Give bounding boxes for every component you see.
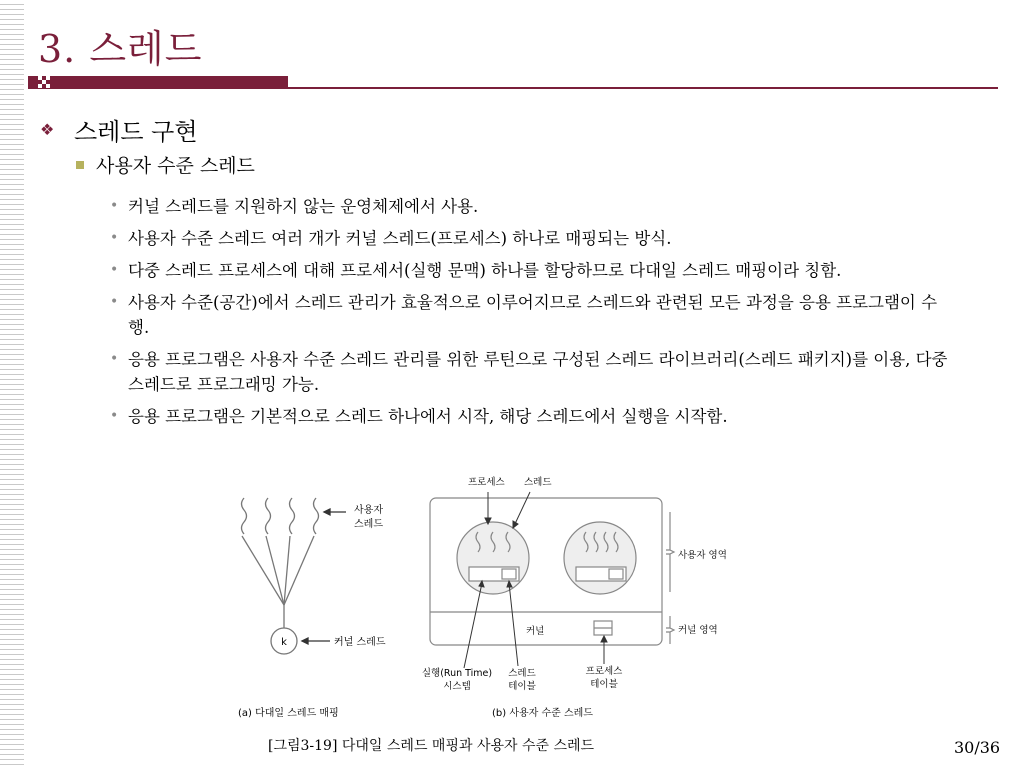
arrow-head <box>302 638 308 644</box>
user-thread-squiggle <box>314 498 319 534</box>
user-thread-squiggle <box>290 498 295 534</box>
user-thread-label: 스레드 <box>354 519 383 530</box>
bullet-item: • 커널 스레드를 지원하지 않는 운영체제에서 사용. <box>108 194 958 219</box>
process-label: 프로세스 <box>468 477 505 488</box>
arrow-line <box>464 583 482 668</box>
kernel-thread-label: 커널 스레드 <box>334 637 386 648</box>
four-diamond-bullet-icon: ❖ <box>40 120 55 139</box>
page-number: 30/36 <box>954 738 1001 757</box>
figure-caption: [그림3-19] 다대일 스레드 매핑과 사용자 수준 스레드 <box>268 738 595 754</box>
thread-table-label: 테이블 <box>508 681 536 692</box>
arrow-head <box>324 509 330 515</box>
user-area-brace <box>666 512 674 592</box>
checker-icon <box>38 76 51 89</box>
user-area-label: 사용자 영역 <box>678 550 727 561</box>
mapping-line <box>266 536 284 605</box>
kernel-area-brace <box>666 616 674 644</box>
arrow-head <box>601 636 607 642</box>
slide-title: 3. 스레드 <box>38 27 203 71</box>
user-thread-squiggle <box>266 498 271 534</box>
arrow-line <box>514 492 530 526</box>
process-circle <box>564 522 636 594</box>
process-table-label: 프로세스 <box>585 666 623 677</box>
subheading-row <box>76 151 255 178</box>
kernel-label: 커널 <box>526 626 545 637</box>
heading-text: 스레드 구현 <box>74 118 198 146</box>
title-underline-line <box>288 87 998 89</box>
bullet-item: • 사용자 수준 스레드 여러 개가 커널 스레드(프로세스) 하나로 매핑되는 방식. <box>108 226 958 251</box>
runtime-label: 실행(Run Time) <box>421 668 493 679</box>
bullet-item: • 사용자 수준(공간)에서 스레드 관리가 효율적으로 이루어지므로 스레드와 관련된 모든 과정을 응용 프로그램이 수행. <box>108 290 958 340</box>
mapping-line <box>242 536 284 605</box>
bullet-list <box>108 194 958 436</box>
subheading-text: 사용자 수준 스레드 <box>96 155 255 177</box>
title-underline-bar <box>28 76 288 89</box>
kernel-area-label: 커널 영역 <box>678 625 718 636</box>
subcaption-b: (b) 사용자 수준 스레드 <box>492 708 593 719</box>
user-thread-label: 사용자 <box>354 505 383 516</box>
many-to-one-diagram <box>242 498 347 654</box>
user-level-thread-diagram <box>430 498 674 645</box>
subcaption-a: (a) 다대일 스레드 매핑 <box>238 708 339 719</box>
arrow-head <box>513 521 518 528</box>
process-table-label: 테이블 <box>590 679 618 690</box>
bullet-item: • 다중 스레드 프로세스에 대해 프로세서(실행 문맥) 하나를 할당하므로 다대일 스레드 매핑이라 칭함. <box>108 258 958 283</box>
arrow-line <box>509 583 518 666</box>
heading-row <box>40 112 198 147</box>
kernel-node-label: k <box>281 637 287 648</box>
thread-table-label: 스레드 <box>508 668 536 679</box>
bullet-item: • 응용 프로그램은 기본적으로 스레드 하나에서 시작, 해당 스레드에서 실행을 시작함. <box>108 404 958 429</box>
left-stripe-decoration <box>0 0 24 768</box>
thread-label: 스레드 <box>524 477 552 488</box>
user-thread-squiggle <box>242 498 247 534</box>
thread-mapping-figure <box>220 470 780 725</box>
runtime-label: 시스템 <box>443 681 471 692</box>
square-bullet-icon <box>76 161 84 169</box>
bullet-item: • 응용 프로그램은 사용자 수준 스레드 관리를 위한 루틴으로 구성된 스레드 라이브러리(스레드 패키지)를 이용, 다중 스레드로 프로그래밍 가능. <box>108 347 958 397</box>
